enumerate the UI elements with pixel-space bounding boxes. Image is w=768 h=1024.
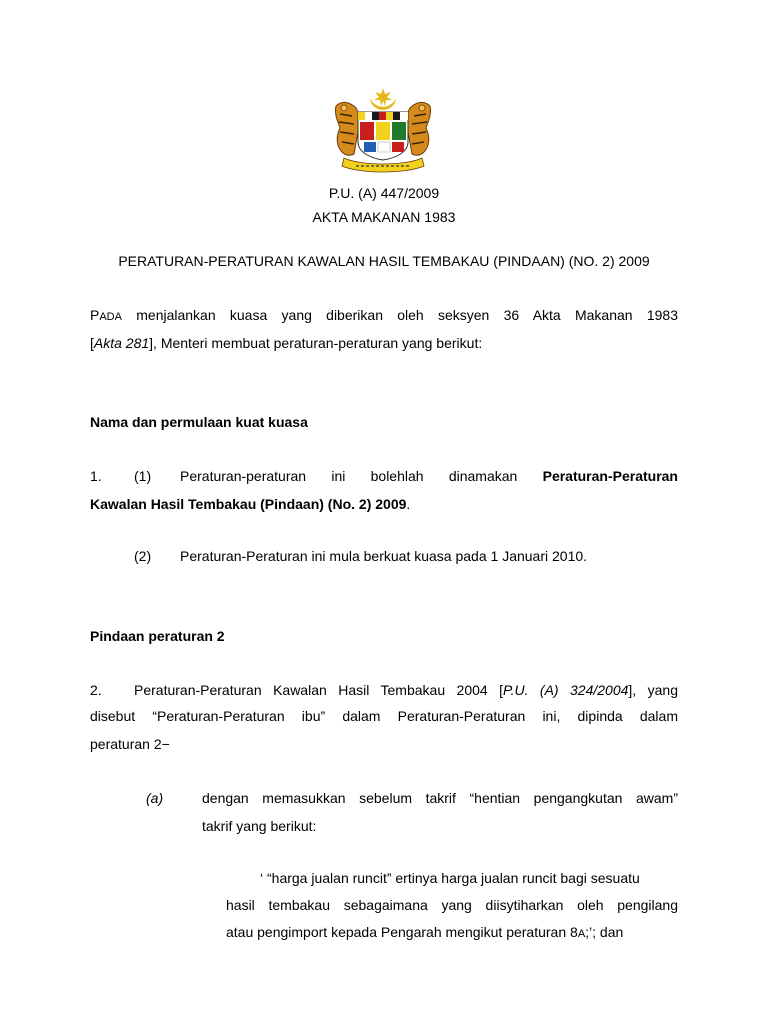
pu-number: P.U. (A) 447/2009 bbox=[328, 185, 440, 201]
amended-regulation-reference: P.U. (A) 324/2004 bbox=[503, 682, 629, 698]
preamble-line-1: PADA menjalankan kuasa yang diberikan oleh seksyen 36 Akta Makanan 1983 bbox=[90, 307, 678, 323]
item-a-label: (a) bbox=[146, 790, 164, 806]
item-a-line-2: takrif yang berikut: bbox=[202, 818, 317, 834]
section-2-line-2: disebut “Peraturan-Peraturan ibu” dalam Peraturan-Peraturan ini, dipinda dalam bbox=[90, 708, 678, 724]
section-1-sub2-text: Peraturan-Peraturan ini mula berkuat kuasa pada 1 Januari 2010. bbox=[180, 548, 588, 564]
section-1-heading: Nama dan permulaan kuat kuasa bbox=[90, 414, 308, 430]
definition-line-2: hasil tembakau sebagaimana yang diisytiharkan oleh pengilang bbox=[226, 897, 678, 913]
act-name: AKTA MAKANAN 1983 bbox=[312, 209, 456, 225]
malaysia-coat-of-arms-icon bbox=[330, 86, 436, 174]
preamble-line-2: [Akta 281], Menteri membuat peraturan-peraturan yang berikut: bbox=[90, 335, 483, 351]
section-2-line-1: Peraturan-Peraturan Kawalan Hasil Tembakau 2004 [P.U. (A) 324/2004], yang bbox=[134, 682, 679, 698]
section-2-heading: Pindaan peraturan 2 bbox=[90, 628, 225, 644]
regulation-title: PERATURAN-PERATURAN KAWALAN HASIL TEMBAKAU (PINDAAN) (NO. 2) 2009 bbox=[118, 253, 650, 269]
section-1-sub1-label: (1) bbox=[134, 468, 152, 484]
section-1-number: 1. bbox=[90, 468, 102, 484]
section-1-sub1-line-2: Kawalan Hasil Tembakau (Pindaan) (No. 2) 2009. bbox=[90, 496, 411, 512]
item-a-line-1: dengan memasukkan sebelum takrif “hentian pengangkutan awam” bbox=[202, 790, 678, 806]
section-1-sub1-line-1: Peraturan-peraturan ini bolehlah dinamakan Peraturan-Peraturan bbox=[180, 468, 678, 484]
section-2-line-3: peraturan 2− bbox=[90, 736, 170, 752]
preamble-paragraph bbox=[90, 301, 678, 357]
regulation-short-title: Kawalan Hasil Tembakau (Pindaan) (No. 2) 2009 bbox=[90, 496, 407, 512]
section-1-sub2-label: (2) bbox=[134, 548, 152, 564]
act-reference: Akta 281 bbox=[93, 335, 150, 351]
definition-line-3: atau pengimport kepada Pengarah mengikut peraturan 8A;’; dan bbox=[226, 924, 624, 940]
definition-line-1: ‘ “harga jualan runcit” ertinya harga jualan runcit bagi sesuatu bbox=[260, 870, 640, 886]
section-2-number: 2. bbox=[90, 682, 102, 698]
